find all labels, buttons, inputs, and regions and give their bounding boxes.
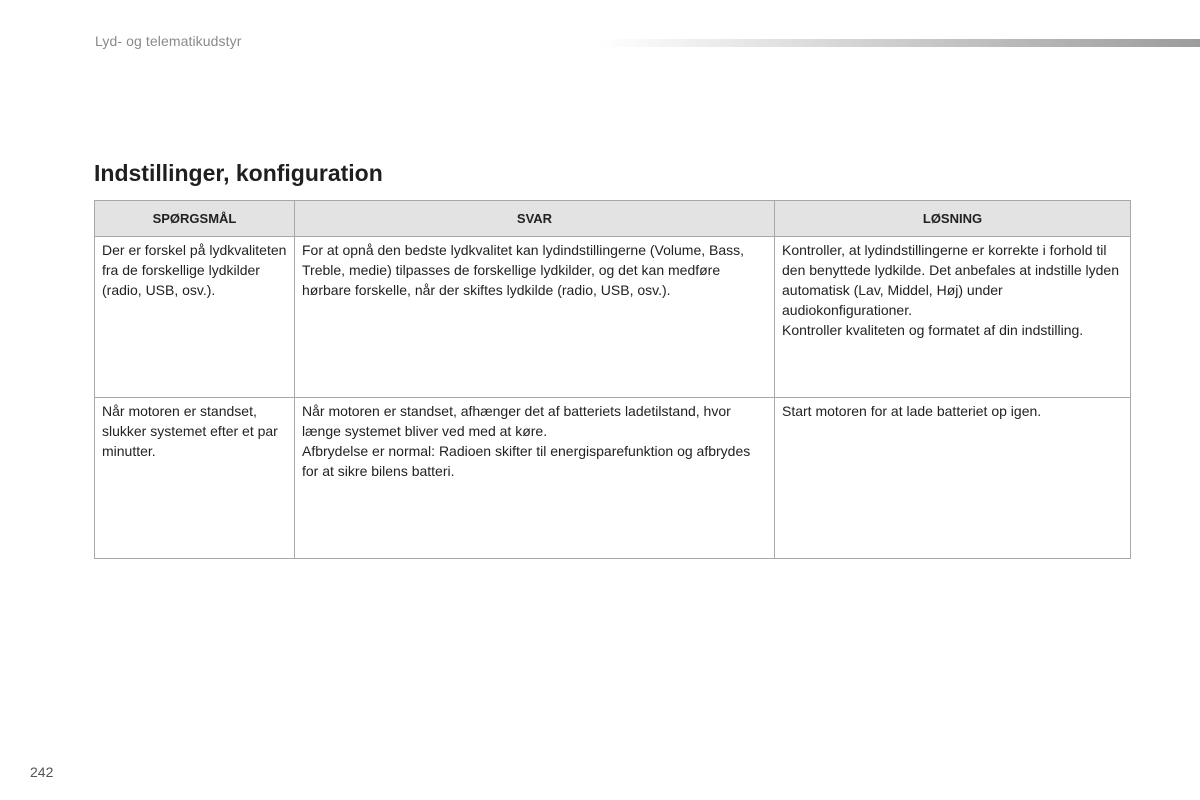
answer-text: For at opnå den bedste lydkvalitet kan lydindstillingerne (Volume, Bass, Treble, medie) tilpasses de forskellige lydkilder, og det kan medføre hørbare forskelle, når der skiftes lydkilde (radio, USB, osv.). <box>302 242 745 298</box>
question-text: Der er forskel på lydkvaliteten fra de forskellige lydkilder (radio, USB, osv.). <box>102 242 287 298</box>
section-header: Lyd- og telematikudstyr <box>95 33 242 49</box>
column-header-solution: LØSNING <box>775 201 1131 237</box>
table-row <box>95 237 1131 398</box>
page-title: Indstillinger, konfiguration <box>94 160 383 186</box>
solution-cell <box>775 398 1131 559</box>
solution-text: Start motoren for at lade batteriet op igen. <box>782 403 1042 419</box>
solution-cell <box>775 237 1131 398</box>
page-number: 242 <box>30 764 54 780</box>
question-cell <box>95 237 295 398</box>
table-header-row <box>95 201 1131 237</box>
solution-text: Kontroller kvaliteten og formatet af din indstilling. <box>782 322 1084 338</box>
solution-text: Kontroller, at lydindstillingerne er korrekte i forhold til den benyttede lydkilde. Det anbefales at indstille lyden automatisk (Lav, Middel, Høj) under audiokonfigurationer. <box>782 242 1119 318</box>
answer-cell <box>295 398 775 559</box>
answer-text: Når motoren er standset, afhænger det af batteriets ladetilstand, hvor længe systemet bliver ved med at køre. <box>302 403 731 439</box>
column-header-question: SPØRGSMÅL <box>95 201 295 237</box>
question-cell <box>95 398 295 559</box>
answer-text: Afbrydelse er normal: Radioen skifter til energisparefunktion og afbrydes for at sikre bilens batteri. <box>302 443 751 479</box>
header-gradient-bar <box>600 39 1200 47</box>
column-header-answer: SVAR <box>295 201 775 237</box>
table-row <box>95 398 1131 559</box>
question-text: Når motoren er standset, slukker systemet efter et par minutter. <box>102 403 278 459</box>
answer-cell <box>295 237 775 398</box>
faq-table <box>94 200 1131 559</box>
